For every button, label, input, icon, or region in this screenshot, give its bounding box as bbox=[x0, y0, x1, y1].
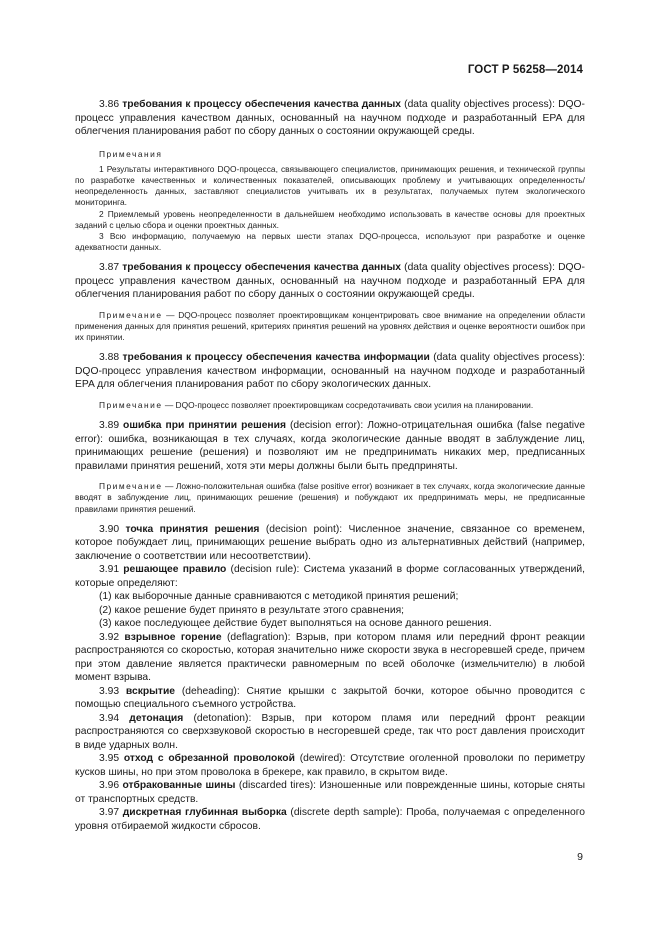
note-3-89 bbox=[75, 481, 585, 515]
term-title: дискретная глубинная выборка bbox=[122, 807, 287, 819]
note-3-87 bbox=[75, 310, 585, 344]
term-entry-3-89 bbox=[75, 419, 585, 473]
term-definition: (data quality objectives process): DQO-процесс управления качеством данных, основанный на научном подходе и разработанный EPA для облегчения планирования работ по сбору данных о состоянии окружающей среды. bbox=[75, 262, 585, 301]
notes-title: Примечания bbox=[99, 148, 163, 159]
term-entry-3-93 bbox=[75, 685, 585, 712]
note-label: Примечание bbox=[99, 399, 163, 410]
note-2: 2 Приемлемый уровень неопределенности в дальнейшем необходимо использовать в качестве основы для проектных заданий с целью сбора и оценки проектных данных. bbox=[75, 208, 585, 230]
term-definition: (detonation): Взрыв, при котором пламя или передний фронт реакции распространяются со сверхзвуковой скоростью в несгоревшей среде, так что рост давления происходит в виде ударных волн. bbox=[75, 712, 585, 751]
note-3-88 bbox=[75, 400, 585, 411]
page-number: 9 bbox=[577, 851, 583, 863]
note-text: — Ложно-положительная ошибка (false positive error) возникает в тех случаях, когда экологические данные вводят в заблуждение лиц, принимающих решение (решения) и побуждают их предпринимать меры, не предписанные правилами принятия решений. bbox=[75, 481, 586, 514]
term-entry-3-91 bbox=[75, 563, 585, 590]
term-definition: (data quality objectives process): DQO-процесс управления качеством информации, основанный на научном подходе и разработанный EPA для облегчения планирования работ по сбору экологических данных. bbox=[75, 352, 585, 391]
term-entry-3-92 bbox=[75, 631, 585, 685]
term-number: 3.92 bbox=[99, 631, 120, 643]
term-title: требования к процессу обеспечения качества данных bbox=[122, 262, 402, 274]
standard-header: ГОСТ Р 56258—2014 bbox=[467, 64, 583, 76]
term-number: 3.93 bbox=[99, 685, 120, 697]
term-number: 3.86 bbox=[99, 99, 120, 110]
term-number: 3.97 bbox=[99, 807, 120, 819]
term-definition: (dewired): Отсутствие оголенной проволоки по периметру кусков шины, но при этом проволока в брекере, как правило, в скрытом виде. bbox=[75, 753, 585, 778]
term-definition: (decision rule): Система указаний в форме согласованных утверждений, которые определяют: bbox=[75, 564, 585, 589]
term-title: решающее правило bbox=[123, 564, 227, 576]
term-entry-3-95 bbox=[75, 752, 585, 779]
term-entry-3-96 bbox=[75, 779, 585, 806]
term-number: 3.91 bbox=[99, 564, 120, 576]
term-definition: (discrete depth sample): Проба, получаемая с определенного уровня отбираемой жидкости сбросов. bbox=[75, 807, 585, 832]
document-body bbox=[75, 98, 585, 833]
term-definition: (discarded tires): Изношенные или поврежденные шины, которые сняты от транспортных средств. bbox=[75, 780, 585, 805]
term-entry-3-97 bbox=[75, 806, 585, 833]
term-title: отход с обрезанной проволокой bbox=[123, 753, 295, 765]
term-title: вскрытие bbox=[125, 685, 176, 697]
term-definition: (data quality objectives process): DQO-процесс управления качеством данных, основанный на научном подходе и разработанный EPA для облегчения планирования работ по сбору данных о состоянии окружающей среды. bbox=[75, 99, 585, 137]
term-title: отбракованные шины bbox=[122, 780, 236, 792]
note-1: 1 Результаты интерактивного DQO-процесса, связывающего специалистов, принимающих решения, и технической группы по разработке качественных и количественных показателей, описывающих проблему и учитывающих определенность/неопределенность данных, заставляют специалистов учитывать их в результатах, получаемых путем экологического мониторинга. bbox=[75, 163, 585, 208]
term-number: 3.94 bbox=[99, 712, 120, 724]
term-definition: (decision error): Ложно-отрицательная ошибка (false negative error): ошибка, возникающая в тех случаях, когда экологические данные вводят в заблуждение лиц, принимающих решение (решения) и позволяют им не предпринимать никаких мер, предписанных правилами принятия решений, хотя эти меры должны были быть предприняты. bbox=[75, 420, 585, 472]
term-number: 3.87 bbox=[99, 262, 120, 274]
term-title: детонация bbox=[129, 712, 184, 724]
term-definition: (decision point): Численное значение, связанное со временем, которое побуждает лиц, принимающих решение выбрать одно из альтернативных действий (например, заключение о соответствии или несоответствии). bbox=[75, 523, 585, 562]
note-text: — DQO-процесс позволяет проектировщикам концентрировать свое внимание на определении области применения данных для принятия решений, критериях принятия решений на уровнях действия и оценке вероятности ошибок при их принятии. bbox=[75, 309, 585, 343]
term-entry-3-87 bbox=[75, 261, 585, 302]
term-definition: (deheading): Снятие крышки с закрытой бочки, которое обычно проводится с помощью специального съемного устройства. bbox=[75, 685, 585, 711]
list-item: (2) какое решение будет принято в результате этого сравнения; bbox=[99, 604, 405, 616]
list-item: (3) какое последующее действие будет выполняться на основе данного решения. bbox=[99, 618, 492, 630]
note-label: Примечание bbox=[99, 481, 163, 492]
term-entry-3-90 bbox=[75, 523, 585, 564]
term-number: 3.95 bbox=[99, 753, 120, 765]
term-title: требования к процессу обеспечения качества информации bbox=[122, 352, 430, 364]
term-title: взрывное горение bbox=[124, 631, 222, 643]
term-number: 3.96 bbox=[99, 780, 120, 792]
term-title: точка принятия решения bbox=[125, 523, 260, 535]
term-number: 3.90 bbox=[99, 523, 120, 535]
term-definition: (deflagration): Взрыв, при котором пламя или передний фронт реакции распространяются со скоростью, которая значительно ниже скорости звука в несгоревшей среде, причем при этом давление является практически равномерным по всей оболочке (измельчителю) в любой момент взрыва. bbox=[75, 631, 585, 684]
term-number: 3.89 bbox=[99, 420, 120, 432]
note-3: 3 Всю информацию, получаемую на первых шести этапах DQO-процесса, используют при разработке и оценке адекватности данных. bbox=[75, 230, 585, 253]
term-title: ошибка при принятии решения bbox=[123, 420, 286, 432]
term-number: 3.88 bbox=[99, 352, 120, 364]
term-entry-3-94 bbox=[75, 712, 585, 753]
note-label: Примечание bbox=[99, 309, 163, 320]
term-entry-3-88 bbox=[75, 351, 585, 392]
list-item: (1) как выборочные данные сравниваются с методикой принятия решений; bbox=[99, 591, 459, 603]
note-text: — DQO-процесс позволяет проектировщикам сосредотачивать свои усилия на планировании. bbox=[164, 399, 534, 410]
term-entry-3-86 bbox=[75, 98, 585, 139]
term-title: требования к процессу обеспечения качества данных bbox=[122, 99, 402, 110]
